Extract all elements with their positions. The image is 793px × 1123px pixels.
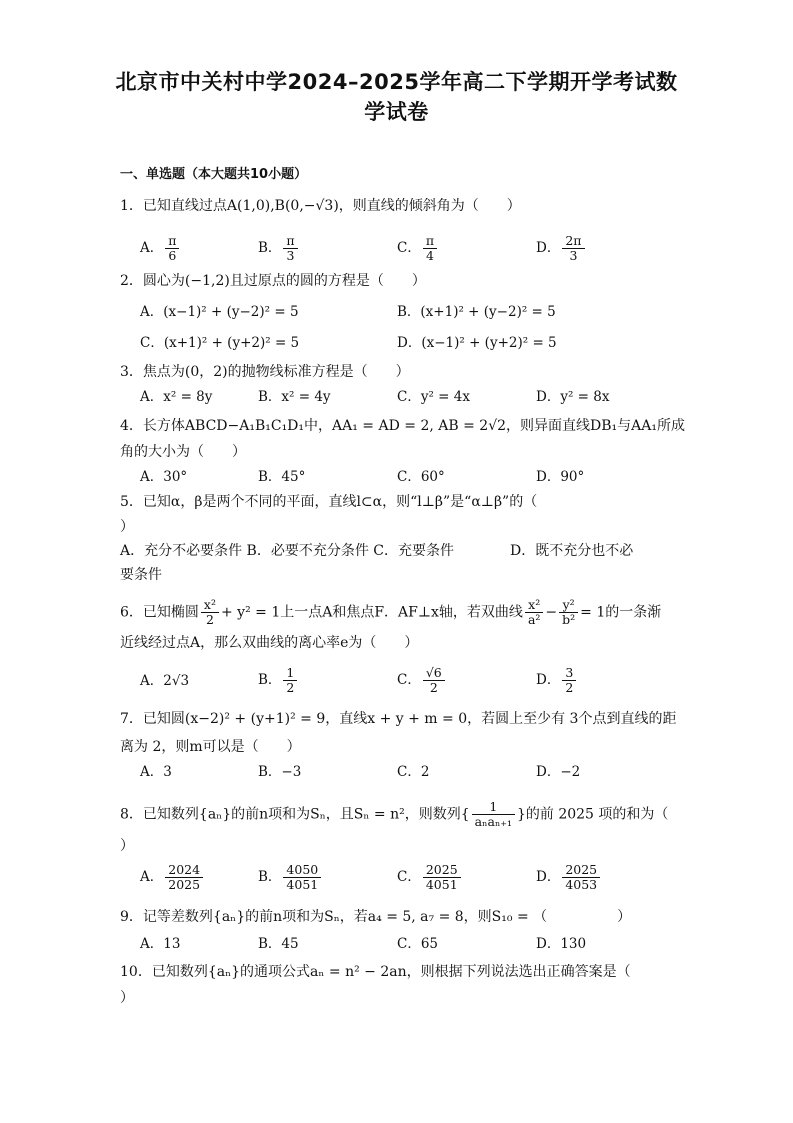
q3-option-a: A．x² = 8y	[140, 389, 213, 405]
q5-stem-line1: 5．已知α，β是两个不同的平面，直线l⊂α，则“l⊥β”是“α⊥β”的（	[120, 494, 538, 510]
q8-stem-line1: 8．已知数列{aₙ}的前n项和为Sₙ，且Sₙ = n²，则数列{ $\frac{1}{\text{aₙaₙ₊₁}}$ }的前 2025 项的和为（	[120, 799, 669, 829]
q7-option-c: C．2	[397, 764, 430, 780]
q6-option-a: A．2√3	[140, 673, 190, 689]
q5-stem-line2: ）	[120, 519, 134, 535]
q10-stem-line1: 10．已知数列{aₙ}的通项公式aₙ = n² − 2an，则根据下列说法选出正确答案是（	[120, 964, 631, 980]
q10-stem-line2: ）	[120, 990, 134, 1006]
q3-option-b: B．x² = 4y	[258, 389, 331, 405]
q6-option-c: C． $\frac{√6}{2}$	[397, 666, 447, 695]
q8-option-c: C． $\frac{2025}{4051}$	[397, 863, 463, 892]
q3-option-c: C．y² = 4x	[397, 389, 470, 405]
q3-stem: 3．焦点为(0，2)的抛物线标准方程是（ ）	[120, 364, 410, 380]
q6-option-b: B． $\frac{1}{2}$	[258, 666, 299, 695]
q7-option-d: D．−2	[536, 764, 581, 780]
q4-option-d: D．90°	[536, 469, 585, 485]
page-title-line1: 北京市中关村中学2024–2025学年高二下学期开学考试数	[115, 70, 678, 94]
q7-stem-line2: 离为 2，则m可以是（ ）	[120, 739, 301, 755]
q1-stem: 1．已知直线过点A(1,0),B(0,−√3)，则直线的倾斜角为（ ）	[120, 198, 521, 214]
section-heading: 一、单选题（本大题共10小题）	[120, 167, 308, 182]
q8-option-b: B． $\frac{4050}{4051}$	[258, 863, 323, 892]
q1-option-c: C． $\frac{\pi}{4}$	[397, 234, 439, 263]
q3-option-d: D．y² = 8x	[536, 389, 610, 405]
q9-option-b: B．45	[258, 936, 299, 952]
q7-option-b: B．−3	[258, 764, 302, 780]
q6-stem-line1: 6．已知椭圆 $\frac{\text{x²}}{2}$ + y² = 1上一点A和焦点F．AF⊥x轴，若双曲线 $\frac{\text{x²}}{\text{a²}}$ − $\frac{\text{y²}}{\text{b²}}$ = 1的一条渐	[120, 597, 662, 627]
q2-stem: 2．圆心为(−1,2)且过原点的圆的方程是（ ）	[120, 273, 426, 289]
q4-option-b: B．45°	[258, 469, 306, 485]
q4-option-c: C．60°	[397, 469, 445, 485]
q9-option-c: C．65	[397, 936, 439, 952]
q8-stem-line2: ）	[120, 838, 134, 854]
q4-option-a: A．30°	[140, 469, 188, 485]
q5-options: A．充分不必要条件 B．必要不充分条件 C．充要条件 D．既不充分也不必	[120, 543, 634, 559]
q8-option-d: D． $\frac{2025}{4053}$	[536, 863, 602, 892]
q2-option-b: B．(x+1)² + (y−2)² = 5	[397, 304, 556, 320]
q2-option-d: D．(x−1)² + (y+2)² = 5	[397, 335, 557, 351]
q9-option-d: D．130	[536, 936, 587, 952]
q2-option-a: A．(x−1)² + (y−2)² = 5	[140, 304, 299, 320]
q5-options-cont: 要条件	[120, 567, 162, 583]
q8-option-a: A． $\frac{2024}{2025}$	[140, 863, 205, 892]
q1-option-d: D． $\frac{2\pi}{3}$	[536, 234, 587, 263]
q7-option-a: A．3	[140, 764, 172, 780]
q7-stem-line1: 7．已知圆(x−2)² + (y+1)² = 9，直线x + y + m = 0，若圆上至少有 3个点到直线的距	[120, 711, 677, 727]
q9-option-a: A．13	[140, 936, 181, 952]
q1-option-b: B． $\frac{\pi}{3}$	[258, 234, 300, 263]
q2-option-c: C．(x+1)² + (y+2)² = 5	[140, 335, 300, 351]
q6-stem-line2: 近线经过点A，那么双曲线的离心率e为（ ）	[120, 635, 419, 651]
q1-option-a: A． $\frac{\pi}{6}$	[140, 234, 181, 263]
q9-stem: 9．记等差数列{aₙ}的前n项和为Sₙ，若a₄ = 5, a₇ = 8，则S₁₀ = （ ）	[120, 909, 632, 925]
q4-stem-line1: 4．长方体ABCD−A₁B₁C₁D₁中，AA₁ = AD = 2, AB = 2√2，则异面直线DB₁与AA₁所成	[120, 418, 685, 434]
page-title-line2: 学试卷	[364, 100, 429, 124]
q6-option-d: D． $\frac{3}{2}$	[536, 666, 578, 695]
q4-stem-line2: 角的大小为（ ）	[120, 444, 246, 460]
